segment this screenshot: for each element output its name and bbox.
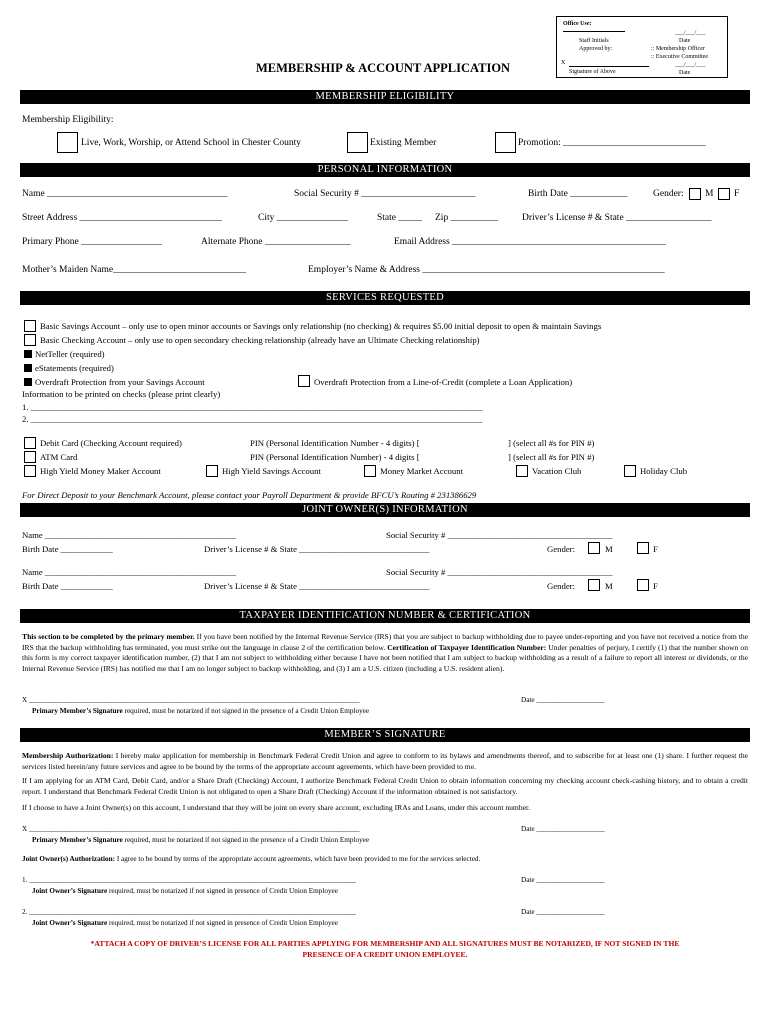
office-date-label-1: Date — [679, 38, 691, 44]
taxpayer-intro-bold: This section to be completed by the primary member. — [22, 632, 195, 641]
vacation-club-label: Vacation Club — [532, 466, 582, 476]
joint2-drivers-license-field[interactable]: Driver’s License # & State ______________________________ — [204, 581, 430, 591]
basic-savings-label: Basic Savings Account – only use to open minor accounts or Savings only relationship (no checking) & requires $5.00 initial deposit to open & maintain Savings — [40, 321, 602, 331]
joint1-date-field[interactable]: Date ___________________ — [521, 876, 605, 884]
basic-checking-label: Basic Checking Account – only use to open secondary checking relationship (already have an Ultimate Checking relationship) — [40, 335, 480, 345]
joint1-ssn-field[interactable]: Social Security # ______________________________________ — [386, 530, 613, 540]
taxpayer-signature-caption — [32, 707, 369, 715]
approved-by-label: Approved by: — [579, 46, 613, 52]
primary-signature-note: required, must be notarized if not signed in the presence of a Credit Union Employee — [122, 707, 370, 715]
office-date-line-1[interactable]: ___/___/___ — [675, 30, 706, 36]
netteller-checked-box — [24, 350, 32, 358]
joint1-signature-line[interactable]: 1. ___________________________________________________________________________________________ — [22, 876, 357, 884]
office-use-title: Office Use: — [563, 21, 592, 27]
joint2-date-field[interactable]: Date ___________________ — [521, 908, 605, 916]
joint1-birth-date-field[interactable]: Birth Date ____________ — [22, 544, 113, 554]
gender-label: Gender: — [653, 189, 684, 199]
state-field[interactable]: State _____ — [377, 213, 423, 223]
joint1-name-field[interactable]: Name ____________________________________________ — [22, 530, 237, 540]
basic-savings-checkbox[interactable] — [24, 320, 36, 332]
joint2-signature-caption — [32, 919, 338, 927]
staff-initials-line[interactable] — [563, 31, 625, 32]
primary-member-signature-bold: Primary Member’s Signature — [32, 836, 123, 844]
gender-female-label: F — [734, 189, 740, 199]
atm-card-label: ATM Card — [40, 452, 78, 462]
membership-authorization-text — [22, 751, 748, 772]
joint1-signature-note: required, must be notarized if not signed in presence of Credit Union Employee — [107, 887, 338, 895]
joint2-gender-female-checkbox[interactable] — [637, 579, 649, 591]
eligibility-promotion-checkbox[interactable] — [495, 132, 516, 153]
holiday-club-label: Holiday Club — [640, 466, 688, 476]
street-address-field[interactable]: Street Address ______________________________ — [22, 213, 223, 223]
debit-pin-label: PIN (Personal Identification Number - 4 digits) [ — [250, 438, 420, 448]
office-use-box — [556, 16, 728, 78]
notarization-footer-line-2: PRESENCE OF A CREDIT UNION EMPLOYEE. — [302, 950, 468, 959]
gender-female-checkbox[interactable] — [718, 188, 730, 200]
section-header-eligibility: MEMBERSHIP ELIGIBILITY — [20, 90, 750, 104]
section-header-joint: JOINT OWNER(S) INFORMATION — [20, 503, 750, 517]
eligibility-existing-member-label: Existing Member — [370, 138, 437, 148]
section-header-taxpayer: TAXPAYER IDENTIFICATION NUMBER & CERTIFICATION — [20, 609, 750, 623]
section-header-personal: PERSONAL INFORMATION — [20, 163, 750, 177]
eligibility-residence-checkbox[interactable] — [57, 132, 78, 153]
joint-authorization-text — [22, 855, 480, 863]
high-yield-money-maker-label: High Yield Money Maker Account — [40, 466, 161, 476]
membership-authorization-body: I hereby make application for membership in Benchmark Federal Credit Union and agree to conform to its bylaws and amendments thereof, and to subscribe for at least one (1) share. I further request the services listed herein/any future services and agree to be bound by the terms of the appropriate account agreements, which have been provided to me. — [22, 751, 748, 771]
debit-card-label: Debit Card (Checking Account required) — [40, 438, 182, 448]
joint-owner-notice-text: If I choose to have a Joint Owner(s) on this account, I understand that they will be joint on every share account, excluding IRAs and Loans, under this account number. — [22, 803, 531, 812]
joint1-gender-male-label: M — [605, 544, 613, 554]
joint1-gender-label: Gender: — [547, 544, 575, 554]
page-title: MEMBERSHIP & ACCOUNT APPLICATION — [256, 61, 511, 75]
eligibility-label: Membership Eligibility: — [22, 115, 114, 125]
basic-checking-checkbox[interactable] — [24, 334, 36, 346]
overdraft-savings-label: Overdraft Protection from your Savings Account — [35, 377, 205, 387]
joint2-gender-label: Gender: — [547, 581, 575, 591]
gender-male-checkbox[interactable] — [689, 188, 701, 200]
debit-pin-note: ] (select all #s for PIN #) — [508, 438, 595, 448]
overdraft-savings-item — [24, 377, 205, 387]
employer-field[interactable]: Employer’s Name & Address ___________________________________________________ — [308, 265, 665, 275]
taxpayer-signature-line[interactable]: X ____________________________________________________________________________________________ — [22, 696, 360, 704]
primary-member-signature-note: required, must be notarized if not signed in the presence of a Credit Union Employee — [122, 836, 370, 844]
joint2-signature-line[interactable]: 2. ___________________________________________________________________________________________ — [22, 908, 357, 916]
section-header-services: SERVICES REQUESTED — [20, 291, 750, 305]
checks-info-label: Information to be printed on checks (please print clearly) — [22, 389, 221, 399]
joint1-gender-male-checkbox[interactable] — [588, 542, 600, 554]
joint2-gender-male-label: M — [605, 581, 613, 591]
eligibility-existing-member-checkbox[interactable] — [347, 132, 368, 153]
joint1-gender-female-label: F — [653, 544, 658, 554]
signature-of-above-label: Signature of Above — [569, 69, 616, 75]
joint1-signature-bold: Joint Owner’s Signature — [32, 887, 108, 895]
section-header-signature: MEMBER’S SIGNATURE — [20, 728, 750, 742]
joint2-gender-female-label: F — [653, 581, 658, 591]
certification-heading: Certification of Taxpayer Identification Number: — [387, 642, 547, 652]
primary-signature-caption — [32, 836, 369, 844]
membership-officer-label: :: Membership Officer — [651, 46, 705, 52]
estatements-item — [24, 363, 114, 373]
high-yield-money-maker-checkbox[interactable] — [24, 465, 36, 477]
money-market-checkbox[interactable] — [364, 465, 376, 477]
holiday-club-checkbox[interactable] — [624, 465, 636, 477]
birth-date-field[interactable]: Birth Date ____________ — [528, 189, 628, 199]
certification-text: Under penalties of perjury, I certify (1) that the number shown on this form is my correct taxpayer identification number, (2) that I am not subject to withholding either because I have not been notified that I am subject to backup withholding as a result of a failure to report all interest or dividends, or the Internal Revenue Service (IRS) has notified me that I am no longer subject to backup withholding, and (3) I am a U.S. citizen (including a U.S. resident alien). — [22, 642, 748, 673]
taxpayer-intro-text: If you have been notified by the Internal Revenue Service (IRS) that you are subject to backup withholding due to payee under-reporting and you have not received a notice from the IRS that the backup withholding has terminated, you must strike out the language in clause 2 of the certification below. — [22, 632, 748, 652]
overdraft-savings-checked-box — [24, 378, 32, 386]
atm-pin-note: ] (select all #s for PIN #) — [508, 452, 595, 462]
netteller-label: NetTeller (required) — [35, 349, 105, 359]
estatements-label: eStatements (required) — [35, 363, 114, 373]
executive-committee-label: :: Executive Committee — [651, 54, 708, 60]
primary-date-field[interactable]: Date ___________________ — [521, 825, 605, 833]
joint1-signature-caption — [32, 887, 338, 895]
primary-signature-line[interactable]: X ____________________________________________________________________________________________ — [22, 825, 360, 833]
taxpayer-date-field[interactable]: Date ___________________ — [521, 696, 605, 704]
primary-phone-field[interactable]: Primary Phone _________________ — [22, 237, 162, 247]
notarization-footer-line-1: *ATTACH A COPY OF DRIVER’S LICENSE FOR ALL PARTIES APPLYING FOR MEMBERSHIP AND ALL SIGNATURES MUST BE NOTARIZED, IF NOT SIGNED IN THE — [90, 939, 680, 948]
alternate-phone-field[interactable]: Alternate Phone __________________ — [201, 237, 351, 247]
direct-deposit-note: For Direct Deposit to your Benchmark Account, please contact your Payroll Department & provide BFCU’s Routing # 231386629 — [22, 490, 477, 500]
eligibility-residence-label: Live, Work, Worship, or Attend School in Chester County — [81, 138, 302, 148]
joint2-gender-male-checkbox[interactable] — [588, 579, 600, 591]
eligibility-promotion-field[interactable]: Promotion: ______________________________ — [518, 138, 706, 148]
office-date-line-2[interactable]: ___/___/___ — [675, 62, 706, 68]
office-x-label: X — [561, 60, 566, 66]
joint2-signature-bold: Joint Owner’s Signature — [32, 919, 108, 927]
atm-pin-label: PIN (Personal Identification Number) - 4 digits [ — [250, 452, 420, 462]
joint2-birth-date-field[interactable]: Birth Date ____________ — [22, 581, 113, 591]
vacation-club-checkbox[interactable] — [516, 465, 528, 477]
zip-field[interactable]: Zip __________ — [435, 213, 499, 223]
checks-line-1[interactable]: 1. ________________________________________________________________________________________________________ — [22, 402, 483, 412]
high-yield-savings-checkbox[interactable] — [206, 465, 218, 477]
joint-authorization-bold: Joint Owner(s) Authorization: — [22, 855, 116, 863]
atm-authorization-text: If I am applying for an ATM Card, Debit Card, and/or a Share Draft (Checking) Account, I authorize Benchmark Federal Credit Union to obtain information concerning my checking account check-cashing history, and to obtain a credit report. I understand that Benchmark Federal Credit Union is not obligated to open a Share Draft (Checking) Account if the information obtained is not satisfactory. — [22, 776, 748, 796]
taxpayer-certification-text — [22, 632, 748, 674]
mothers-maiden-name-field[interactable]: Mother’s Maiden Name____________________________ — [22, 265, 247, 275]
office-date-label-2: Date — [679, 70, 691, 76]
debit-card-checkbox[interactable] — [24, 437, 36, 449]
name-field[interactable]: Name ______________________________________ — [22, 189, 228, 199]
joint2-ssn-field[interactable]: Social Security # ______________________________________ — [386, 567, 613, 577]
joint2-signature-note: required, must be notarized if not signed in presence of Credit Union Employee — [107, 919, 338, 927]
netteller-item — [24, 349, 105, 359]
estatements-checked-box — [24, 364, 32, 372]
high-yield-savings-label: High Yield Savings Account — [222, 466, 321, 476]
overdraft-loc-label: Overdraft Protection from a Line-of-Credit (complete a Loan Application) — [314, 377, 573, 387]
money-market-label: Money Market Account — [380, 466, 463, 476]
primary-signature-bold: Primary Member’s Signature — [32, 707, 123, 715]
atm-card-checkbox[interactable] — [24, 451, 36, 463]
checks-line-2[interactable]: 2. ________________________________________________________________________________________________________ — [22, 414, 483, 424]
office-signature-line[interactable] — [569, 66, 649, 67]
joint1-drivers-license-field[interactable]: Driver’s License # & State ______________________________ — [204, 544, 430, 554]
email-field[interactable]: Email Address _____________________________________________ — [394, 237, 666, 247]
city-field[interactable]: City _______________ — [258, 213, 348, 223]
joint2-name-field[interactable]: Name ____________________________________________ — [22, 567, 237, 577]
overdraft-loc-checkbox[interactable] — [298, 375, 310, 387]
membership-authorization-bold: Membership Authorization: — [22, 751, 114, 760]
gender-male-label: M — [705, 189, 714, 199]
joint-authorization-body: I agree to be bound by terms of the appropriate account agreements, which have been provided to me for the services selected. — [115, 855, 481, 863]
staff-initials-label: Staff Initials — [579, 38, 609, 44]
ssn-field[interactable]: Social Security # ________________________ — [294, 189, 476, 199]
joint1-gender-female-checkbox[interactable] — [637, 542, 649, 554]
drivers-license-field[interactable]: Driver’s License # & State __________________ — [522, 213, 712, 223]
